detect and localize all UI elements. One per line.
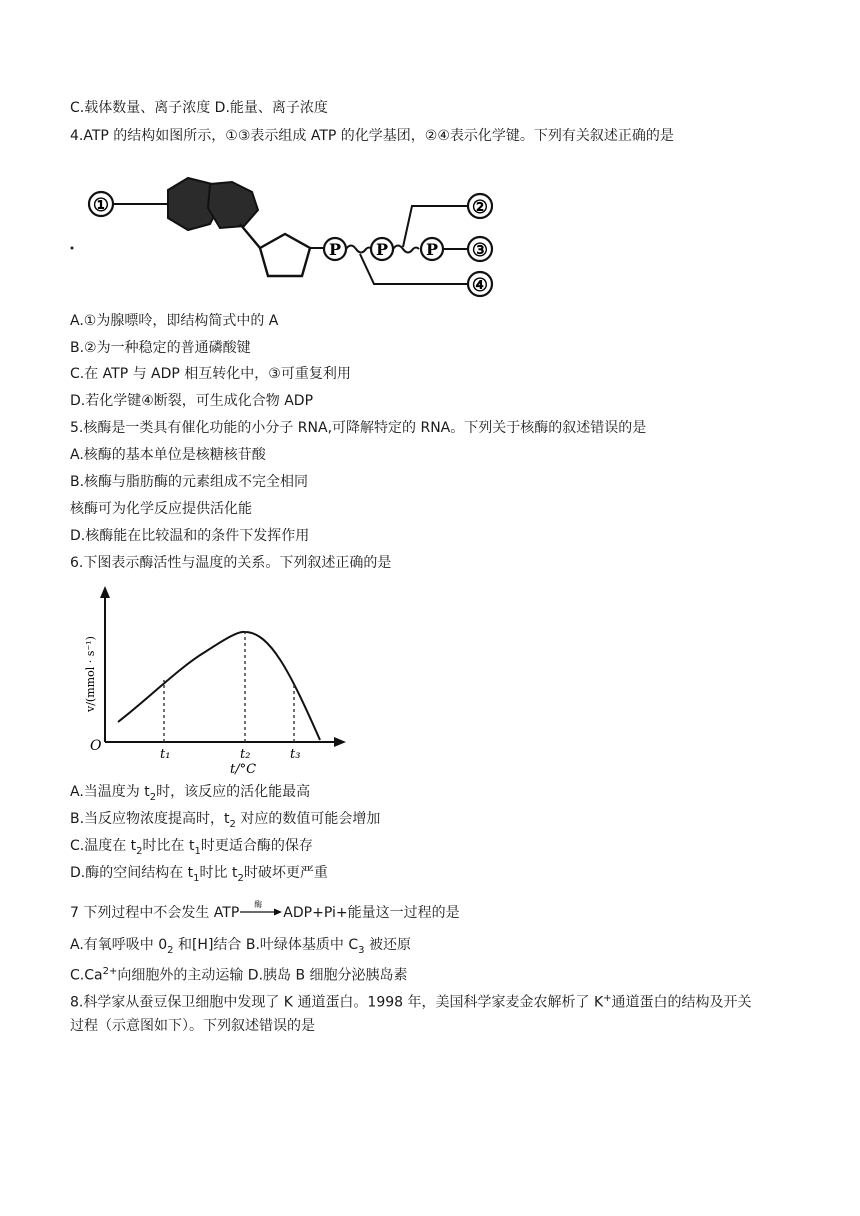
y-axis-label: v/(mmol · s⁻¹) [84,636,97,712]
origin-label: O [90,738,102,754]
q6-option-c: C.温度在 $t_2$时比在 $t_1$时更适合酶的保存 [70,838,313,857]
activity-curve [118,632,320,740]
q7-options-cd: $C.Ca^{2+}$向细胞外的主动运输 D.胰岛 B 细胞分泌胰岛素 [70,966,408,984]
q4-stem: 4.ATP 的结构如图所示，①③表示组成 ATP 的化学基团，②④表示化学键。下列有关叙述正确的是 [70,128,674,144]
q5-stem: 5.核酶是一类具有催化功能的小分子 RNA,可降解特定的 RNA。下列关于核酶的叙述错误的是 [70,420,647,436]
q8-stem-line1: 8.科学家从蚕豆保卫细胞中发现了 K 通道蛋白。1998 年，美国科学家麦金农解析了 K+通道蛋白的结构及开关 [70,993,752,1011]
q4-option-c: C.在 ATP 与 ADP 相互转化中，③可重复利用 [70,366,351,382]
base-ribose-bond [240,224,260,248]
tick-t1: t₁ [160,747,171,762]
phosphate-beta-label: P [375,240,389,259]
q7-options-ab: A.有氧呼吸中 $0_2$ 和[H]结合 B.叶绿体基质中 $C_3$ 被还原 [70,937,411,956]
atp-structure-diagram [60,168,510,303]
y-axis-arrow [100,586,110,598]
q5-option-a: A.核酶的基本单位是核糖核苷酸 [70,447,266,463]
tick-t2: t₂ [240,747,251,762]
q6-option-b: B.当反应物浓度提高时，$t_2$ 对应的数值可能会增加 [70,811,381,830]
label-4-text: ④ [471,275,489,296]
enzyme-arrow: 酶 [240,904,282,918]
high-energy-bond-1 [346,246,372,253]
phosphate-gamma-label: P [425,240,439,259]
q5-option-c: 核酶可为化学反应提供活化能 [70,501,252,517]
label-2-text: ② [471,197,489,218]
q6-option-d: D.酶的空间结构在 $t_1$时比 $t_2$时破坏更严重 [70,865,328,884]
q4-option-b: B.②为一种稳定的普通磷酸键 [70,340,251,356]
q5-option-d: D.核酶能在比较温和的条件下发挥作用 [70,528,310,544]
x-axis-arrow [334,737,346,747]
q8-stem-line2: 过程（示意图如下）。下列叙述错误的是 [70,1018,315,1034]
tick-t3: t₃ [290,747,301,762]
q4-option-a: A.①为腺嘌呤，即结构简式中的 A [70,313,279,329]
stray-dot [71,247,74,250]
enzyme-temperature-graph [80,582,360,777]
ribose-pentagon [260,234,310,276]
q4-option-d: D.若化学键④断裂，可生成化合物 ADP [70,393,314,409]
x-axis-label: t/°C [230,762,257,777]
adenine-pentagon [208,182,258,228]
q7-stem: 7 下列过程中不会发生 ATP 酶 ADP+Pi+能量这一过程的是 [70,900,460,921]
phosphate-alpha-label: P [328,240,342,259]
q3-option-cd: C.载体数量、离子浓度 D.能量、离子浓度 [70,100,328,116]
q6-option-a: A.当温度为 $t_2$时，该反应的活化能最高 [70,784,311,803]
q5-option-b: B.核酶与脂肪酶的元素组成不完全相同 [70,474,309,490]
label-1-text: ① [92,195,110,216]
q6-stem: 6.下图表示酶活性与温度的关系。下列叙述正确的是 [70,555,392,571]
high-energy-bond-2 [393,246,419,253]
label-3-text: ③ [471,240,489,261]
reaction-arrow-icon [240,907,282,917]
